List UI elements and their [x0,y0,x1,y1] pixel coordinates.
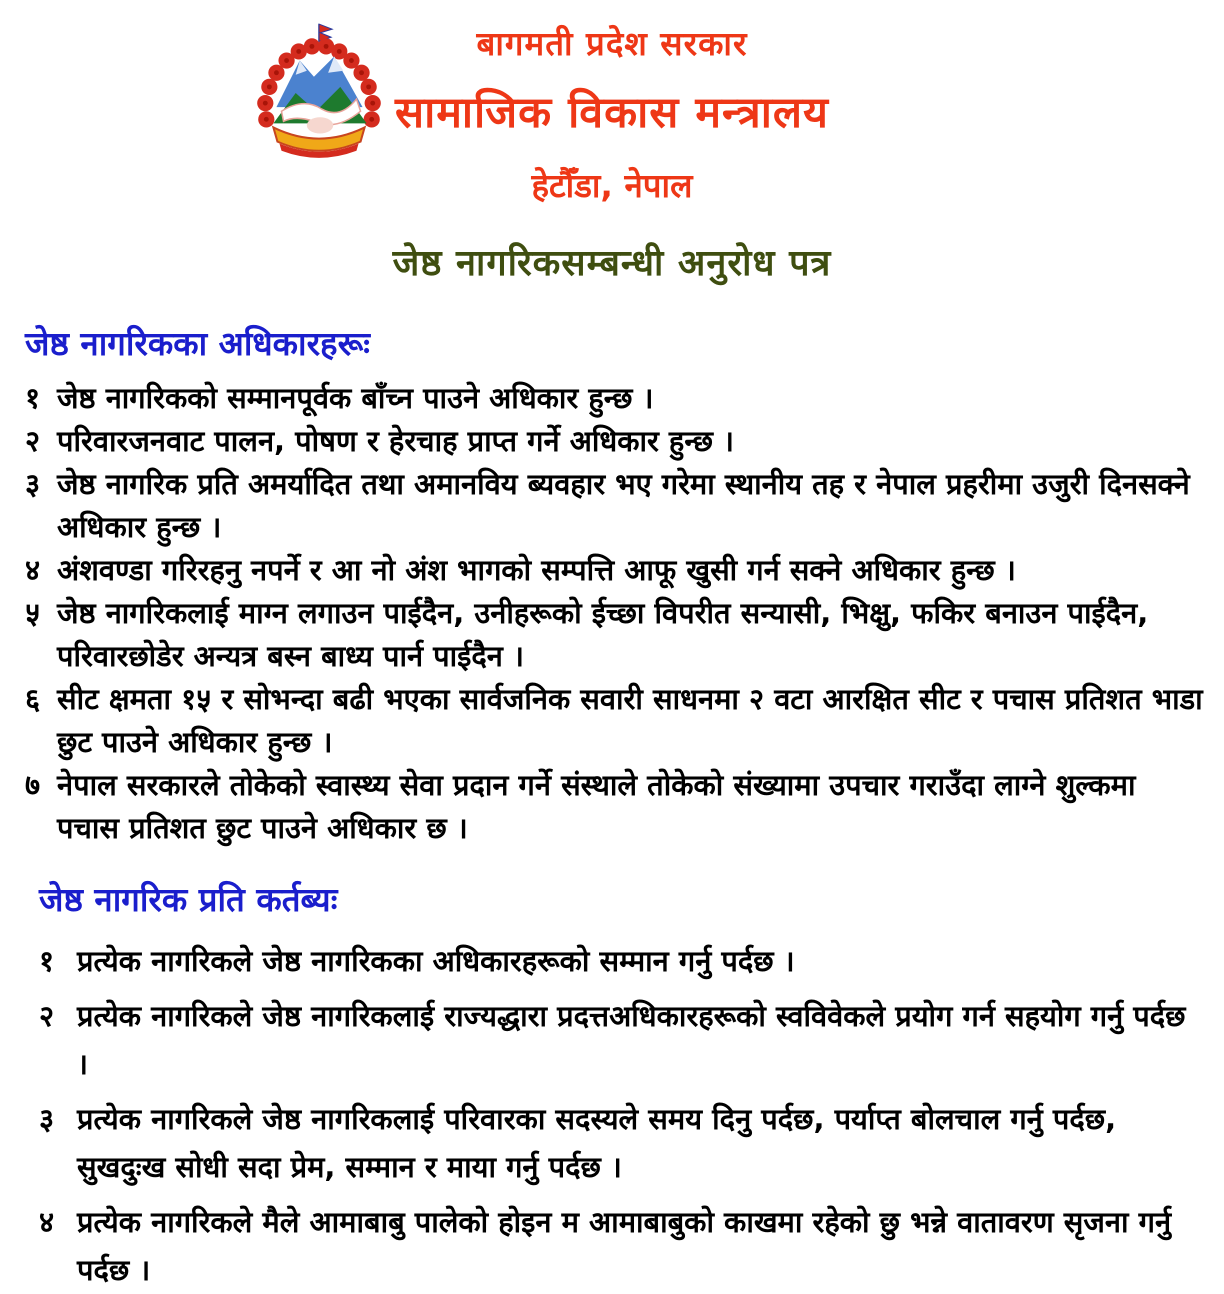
duties-list-item [39,1198,1204,1294]
government-name: बागमती प्रदेश सरकार [476,24,748,63]
rights-list [25,377,1204,850]
item-text: प्रत्येक नागरिकले जेष्ठ नागरिकलाई राज्यद्धारा प्रदत्तअधिकारहरूको स्वविवेकले प्रयोग गर्न सहयोग गर्नु पर्दछ । [77,999,1186,1081]
item-text: नेपाल सरकारले तोकेको स्वास्थ्य सेवा प्रदान गर्ने संस्थाले तोकेको संख्यामा उपचार गराउँदा लाग्ने शुल्कमा पचास प्रतिशत छुट पाउने अधिकार छ । [57,768,1136,845]
item-number: ५ [25,596,41,630]
location-line: हेटौँडा, नेपाल [531,166,693,205]
item-number: २ [25,424,41,458]
rights-list-item [25,377,1204,420]
item-number: ४ [25,553,41,587]
letterhead [0,0,1224,286]
duties-section-heading: जेष्ठ नागरिक प्रति कर्तब्यः [39,880,338,919]
item-number: ३ [25,467,41,501]
letter-body [0,320,1224,1294]
item-number: १ [39,944,55,978]
item-number: ६ [25,682,41,716]
rights-list-item [25,463,1204,549]
item-number: २ [39,999,55,1033]
item-text: जेष्ठ नागरिक प्रति अमर्यादित तथा अमानविय ब्यवहार भए गरेमा स्थानीय तह र नेपाल प्रहरीमा उजुरी दिनसक्ने अधिकार हुन्छ । [57,467,1190,544]
item-text: प्रत्येक नागरिकले जेष्ठ नागरिकलाई परिवारका सदस्यले समय दिनु पर्दछ, पर्याप्त बोलचाल गर्नु पर्दछ, सुखदुःख सोधी सदा प्रेम, सम्मान र माया गर्नु पर्दछ । [77,1102,1117,1184]
item-number: १ [25,381,41,415]
rights-list-item [25,592,1204,678]
item-text: परिवारजनवाट पालन, पोषण र हेरचाह प्राप्त गर्ने अधिकार हुन्छ । [57,424,735,458]
duties-list-item [39,937,1204,985]
rights-list-item [25,678,1204,764]
item-text: प्रत्येक नागरिकले मैले आमाबाबु पालेको होइन म आमाबाबुको काखमा रहेको छु भन्ने वातावरण सृजना गर्नु पर्दछ । [77,1205,1172,1287]
rights-section-heading: जेष्ठ नागरिकका अधिकारहरूः [25,324,370,363]
rights-list-item [25,549,1204,592]
rights-list-item [25,764,1204,850]
item-number: ३ [39,1102,55,1136]
duties-list-item [39,992,1204,1088]
document-title: जेष्ठ नागरिकसम्बन्धी अनुरोध पत्र [392,243,832,284]
duties-list [39,937,1204,1294]
item-number: ४ [39,1205,55,1239]
item-text: अंशवण्डा गरिरहनु नपर्ने र आ नो अंश भागको सम्पत्ति आफू खुसी गर्न सक्ने अधिकार हुन्छ । [57,553,1016,587]
ministry-name: सामाजिक विकास मन्त्रालय [395,88,829,138]
rights-list-item [25,420,1204,463]
item-text: जेष्ठ नागरिकको सम्मानपूर्वक बाँच्न पाउने अधिकार हुन्छ । [57,381,654,415]
item-number: ७ [25,768,41,802]
item-text: सीट क्षमता १५ र सोभन्दा बढी भएका सार्वजनिक सवारी साधनमा २ वटा आरक्षित सीट र पचास प्रतिशत भाडा छुट पाउने अधिकार हुन्छ । [57,682,1203,759]
duties-list-item [39,1095,1204,1191]
nepal-government-emblem-icon [243,18,395,170]
item-text: जेष्ठ नागरिकलाई माग्न लगाउन पाईदैन, उनीहरूको ईच्छा विपरीत सन्यासी, भिक्षु, फकिर बनाउन पाईदैन, परिवारछोडेर अन्यत्र बस्न बाध्य पार्न पाईदैन । [57,596,1149,673]
item-text: प्रत्येक नागरिकले जेष्ठ नागरिकका अधिकारहरूको सम्मान गर्नु पर्दछ । [77,944,795,978]
